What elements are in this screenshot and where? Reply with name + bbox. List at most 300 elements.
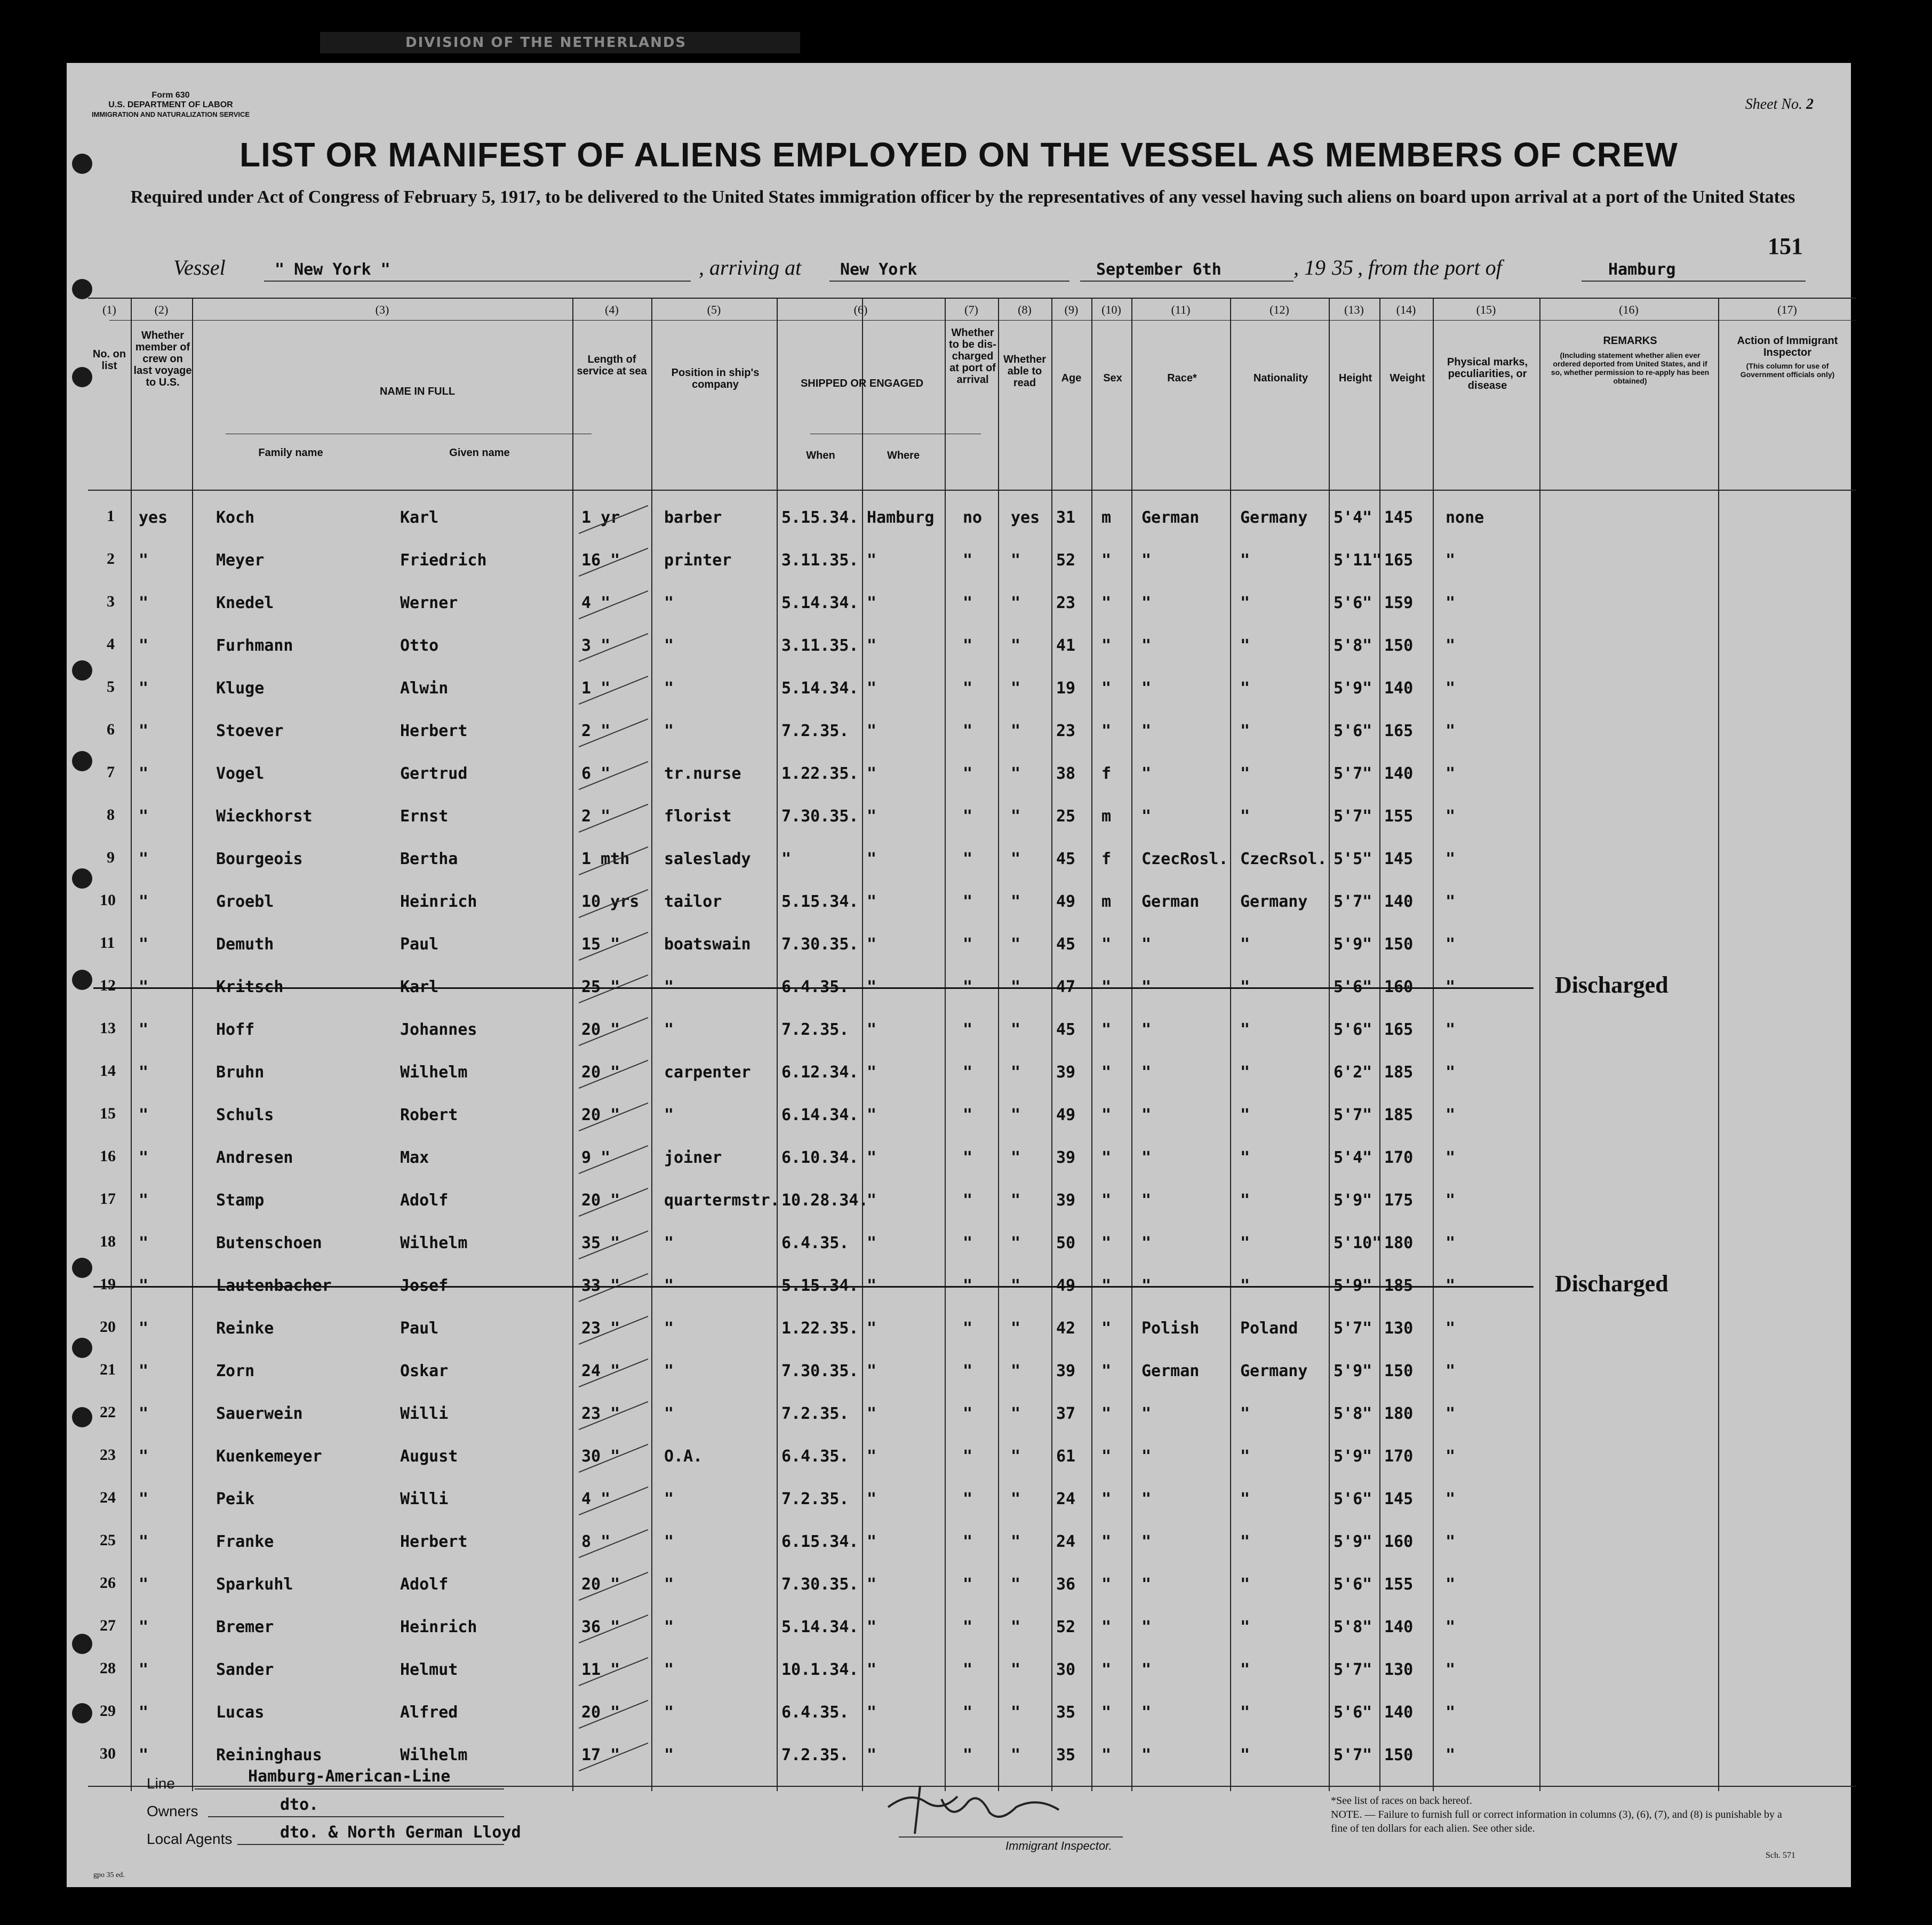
height-cell: 5'9" xyxy=(1334,1532,1372,1551)
sex-cell: " xyxy=(1101,1532,1112,1551)
age-cell: 19 xyxy=(1056,679,1076,698)
member-cell: " xyxy=(139,1319,149,1338)
family-name-cell: Sauerwein xyxy=(216,1404,303,1423)
height-cell: 5'6" xyxy=(1334,978,1372,996)
discharged-cell: " xyxy=(963,1234,973,1252)
when-cell: 10.28.34. xyxy=(781,1191,868,1210)
family-name-cell: Meyer xyxy=(216,551,265,570)
race-cell: " xyxy=(1141,551,1152,570)
column-number: (8) xyxy=(1018,303,1032,316)
weight-cell: 130 xyxy=(1384,1319,1414,1338)
when-cell: 6.12.34. xyxy=(781,1063,859,1082)
sex-cell: " xyxy=(1101,1020,1112,1039)
strike-line xyxy=(93,987,1534,989)
where-cell: " xyxy=(867,1447,877,1466)
discharged-cell: " xyxy=(963,1447,973,1466)
binder-hole xyxy=(72,1407,92,1427)
arriving-port: New York xyxy=(840,260,917,279)
weight-cell: 180 xyxy=(1384,1404,1414,1423)
sex-cell: " xyxy=(1101,1191,1112,1210)
discharged-cell: " xyxy=(963,1490,973,1508)
sheet-number xyxy=(1745,96,1814,113)
given-name-cell: Herbert xyxy=(400,1532,468,1551)
discharged-cell: " xyxy=(963,1148,973,1167)
discharged-cell: " xyxy=(963,1020,973,1039)
read-cell: " xyxy=(1011,1020,1021,1039)
length-cell: 4 " xyxy=(581,594,611,612)
physical-cell: " xyxy=(1446,1148,1456,1167)
member-cell: " xyxy=(139,1234,149,1252)
age-cell: 39 xyxy=(1056,1063,1076,1082)
read-cell: " xyxy=(1011,1490,1021,1508)
nationality-cell: " xyxy=(1240,1575,1250,1594)
given-name-cell: Robert xyxy=(400,1106,458,1124)
family-name-cell: Sander xyxy=(216,1660,274,1679)
nationality-cell: " xyxy=(1240,1106,1250,1124)
physical-cell: " xyxy=(1446,722,1456,740)
height-cell: 5'9" xyxy=(1334,679,1372,698)
age-cell: 31 xyxy=(1056,508,1076,527)
age-cell: 49 xyxy=(1056,892,1076,911)
weight-cell: 140 xyxy=(1384,1703,1414,1722)
physical-cell: " xyxy=(1446,850,1456,868)
height-cell: 5'4" xyxy=(1334,1148,1372,1167)
read-cell: " xyxy=(1011,1404,1021,1423)
table-row xyxy=(88,796,1856,839)
physical-cell: " xyxy=(1446,594,1456,612)
given-name-cell: Helmut xyxy=(400,1660,458,1679)
physical-cell: " xyxy=(1446,1490,1456,1508)
table-row xyxy=(88,1010,1856,1052)
binder-hole xyxy=(72,367,92,387)
nationality-cell: CzecRsol. xyxy=(1240,850,1327,868)
where-cell: " xyxy=(867,807,877,826)
when-cell: 7.30.35. xyxy=(781,1575,859,1594)
where-cell: " xyxy=(867,1276,877,1295)
discharged-cell: " xyxy=(963,1106,973,1124)
when-cell: 6.15.34. xyxy=(781,1532,859,1551)
inspector-signature xyxy=(877,1775,1144,1839)
length-cell: 2 " xyxy=(581,807,611,826)
weight-cell: 185 xyxy=(1384,1063,1414,1082)
weight-cell: 140 xyxy=(1384,892,1414,911)
binder-hole xyxy=(72,970,92,990)
row-number: 7 xyxy=(107,763,115,781)
position-cell: florist xyxy=(664,807,732,826)
height-cell: 6'2" xyxy=(1334,1063,1372,1082)
row-number: 3 xyxy=(107,593,115,610)
where-cell: " xyxy=(867,1319,877,1338)
physical-cell: " xyxy=(1446,1362,1456,1380)
header-family: Family name xyxy=(258,447,323,459)
sex-cell: " xyxy=(1101,1404,1112,1423)
table-row xyxy=(88,1138,1856,1180)
weight-cell: 185 xyxy=(1384,1106,1414,1124)
position-cell: " xyxy=(664,679,674,698)
discharged-cell: " xyxy=(963,1532,973,1551)
height-cell: 5'7" xyxy=(1334,807,1372,826)
race-cell: " xyxy=(1141,1276,1152,1295)
binder-hole xyxy=(72,1258,92,1278)
discharged-cell: " xyxy=(963,1276,973,1295)
member-cell: " xyxy=(139,594,149,612)
sex-cell: " xyxy=(1101,1148,1112,1167)
sex-cell: " xyxy=(1101,1575,1112,1594)
race-cell: CzecRosl. xyxy=(1141,850,1228,868)
header-position: Position in ship's company xyxy=(671,367,760,390)
given-name-cell: Alwin xyxy=(400,679,449,698)
binder-hole xyxy=(72,660,92,681)
where-cell: " xyxy=(867,722,877,740)
age-cell: 52 xyxy=(1056,551,1076,570)
age-cell: 25 xyxy=(1056,807,1076,826)
when-cell: 7.2.35. xyxy=(781,722,849,740)
column-number: (9) xyxy=(1064,303,1079,316)
family-name-cell: Koch xyxy=(216,508,255,527)
table-row xyxy=(88,1607,1856,1650)
position-cell: " xyxy=(664,1532,674,1551)
age-cell: 52 xyxy=(1056,1618,1076,1636)
given-name-cell: Willi xyxy=(400,1404,449,1423)
sex-cell: " xyxy=(1101,551,1112,570)
when-cell: 7.2.35. xyxy=(781,1490,849,1508)
age-cell: 24 xyxy=(1056,1490,1076,1508)
length-cell: 20 " xyxy=(581,1106,620,1124)
race-cell: " xyxy=(1141,594,1152,612)
row-number: 24 xyxy=(100,1489,116,1506)
row-number: 20 xyxy=(100,1318,116,1336)
race-cell: " xyxy=(1141,1703,1152,1722)
discharged-cell: " xyxy=(963,1362,973,1380)
position-cell: " xyxy=(664,1106,674,1124)
when-cell: 3.11.35. xyxy=(781,551,859,570)
row-number: 4 xyxy=(107,635,115,653)
sex-cell: " xyxy=(1101,1276,1112,1295)
member-cell: " xyxy=(139,1106,149,1124)
race-cell: " xyxy=(1141,636,1152,655)
column-number: (5) xyxy=(707,303,721,316)
length-cell: 15 " xyxy=(581,935,620,954)
family-name-cell: Hoff xyxy=(216,1020,255,1039)
header-remarks-note: (Including statement whether alien ever ordered deported from United States, and if so, whether permission to re-apply has been obtained) xyxy=(1551,351,1710,385)
read-cell: " xyxy=(1011,636,1021,655)
column-number: (15) xyxy=(1476,303,1496,316)
discharged-cell: " xyxy=(963,679,973,698)
age-cell: 49 xyxy=(1056,1276,1076,1295)
nationality-cell: " xyxy=(1240,594,1250,612)
given-name-cell: Wilhelm xyxy=(400,1234,468,1252)
table-row xyxy=(88,1394,1856,1436)
where-cell: " xyxy=(867,1063,877,1082)
table-row xyxy=(88,1052,1856,1095)
family-name-cell: Lucas xyxy=(216,1703,265,1722)
when-cell: " xyxy=(781,850,792,868)
sex-cell: " xyxy=(1101,1618,1112,1636)
nationality-cell: Germany xyxy=(1240,892,1308,911)
member-cell: " xyxy=(139,1404,149,1423)
discharged-cell: " xyxy=(963,1660,973,1679)
where-cell: " xyxy=(867,1191,877,1210)
member-cell: " xyxy=(139,1703,149,1722)
height-cell: 5'7" xyxy=(1334,1746,1372,1764)
arrival-year: 35 xyxy=(1332,255,1353,279)
physical-cell: " xyxy=(1446,1575,1456,1594)
footer-agents-label: Local Agents xyxy=(147,1831,233,1847)
weight-cell: 145 xyxy=(1384,850,1414,868)
age-cell: 45 xyxy=(1056,1020,1076,1039)
row-number: 21 xyxy=(100,1361,116,1378)
header-physical: Physical marks, peculiarities, or disease xyxy=(1447,356,1528,392)
position-cell: " xyxy=(664,722,674,740)
where-cell: " xyxy=(867,1490,877,1508)
physical-cell: " xyxy=(1446,807,1456,826)
page-number: 151 xyxy=(1768,233,1803,259)
sex-cell: " xyxy=(1101,1362,1112,1380)
position-cell: " xyxy=(664,1490,674,1508)
race-cell: " xyxy=(1141,978,1152,996)
header-given: Given name xyxy=(449,447,510,459)
nationality-cell: " xyxy=(1240,807,1250,826)
table-row xyxy=(88,1180,1856,1223)
when-cell: 5.14.34. xyxy=(781,594,859,612)
member-cell: " xyxy=(139,764,149,783)
discharged-cell: " xyxy=(963,636,973,655)
family-name-cell: Groebl xyxy=(216,892,274,911)
weight-cell: 150 xyxy=(1384,1746,1414,1764)
header-nationality: Nationality xyxy=(1253,372,1308,384)
row-number: 6 xyxy=(107,721,115,738)
binder-hole xyxy=(72,1338,92,1358)
age-cell: 37 xyxy=(1056,1404,1076,1423)
physical-cell: none xyxy=(1446,508,1484,527)
given-name-cell: Werner xyxy=(400,594,458,612)
row-number: 25 xyxy=(100,1531,116,1549)
header-member: Whether member of crew on last voyage to U.S. xyxy=(133,330,192,388)
nationality-cell: " xyxy=(1240,935,1250,954)
column-number: (12) xyxy=(1270,303,1289,316)
physical-cell: " xyxy=(1446,1532,1456,1551)
discharged-cell: " xyxy=(963,978,973,996)
given-name-cell: Heinrich xyxy=(400,892,477,911)
age-cell: 30 xyxy=(1056,1660,1076,1679)
position-cell: " xyxy=(664,1660,674,1679)
weight-cell: 159 xyxy=(1384,594,1414,612)
when-cell: 5.15.34. xyxy=(781,892,859,911)
race-cell: " xyxy=(1141,1148,1152,1167)
vessel-name: " New York " xyxy=(275,260,390,279)
age-cell: 38 xyxy=(1056,764,1076,783)
position-cell: barber xyxy=(664,508,722,527)
length-cell: 17 " xyxy=(581,1746,620,1764)
sex-cell: " xyxy=(1101,1234,1112,1252)
position-cell: boatswain xyxy=(664,935,751,954)
header-sex: Sex xyxy=(1103,372,1122,384)
height-cell: 5'7" xyxy=(1334,1660,1372,1679)
race-cell: " xyxy=(1141,935,1152,954)
length-cell: 2 " xyxy=(581,722,611,740)
length-cell: 24 " xyxy=(581,1362,620,1380)
read-cell: " xyxy=(1011,679,1021,698)
age-cell: 50 xyxy=(1056,1234,1076,1252)
age-cell: 24 xyxy=(1056,1532,1076,1551)
arriving-label: , arriving at xyxy=(699,255,802,279)
remarks-cell: Discharged xyxy=(1555,972,1668,998)
from-port: Hamburg xyxy=(1608,260,1676,279)
manifest-sheet xyxy=(67,63,1851,1887)
position-cell: " xyxy=(664,1276,674,1295)
header-length: Length of service at sea xyxy=(577,354,647,377)
header-action-note: (This column for use of Government officials only) xyxy=(1740,362,1835,379)
weight-cell: 150 xyxy=(1384,935,1414,954)
column-number: (13) xyxy=(1344,303,1364,316)
height-cell: 5'9" xyxy=(1334,1191,1372,1210)
sex-cell: " xyxy=(1101,1746,1112,1764)
member-cell: " xyxy=(139,1063,149,1082)
nationality-cell: " xyxy=(1240,1447,1250,1466)
discharged-cell: " xyxy=(963,850,973,868)
footer-line: Hamburg-American-Line xyxy=(248,1767,451,1786)
family-name-cell: Bourgeois xyxy=(216,850,303,868)
height-cell: 5'9" xyxy=(1334,1276,1372,1295)
given-name-cell: Paul xyxy=(400,935,439,954)
row-number: 15 xyxy=(100,1105,116,1122)
read-cell: " xyxy=(1011,850,1021,868)
member-cell: " xyxy=(139,850,149,868)
when-cell: 10.1.34. xyxy=(781,1660,859,1679)
length-cell: 35 " xyxy=(581,1234,620,1252)
physical-cell: " xyxy=(1446,1191,1456,1210)
penalty-note: NOTE. — Failure to furnish full or correct information in columns (3), (6), (7), and (8) is punishable by a fine of ten dollars for each alien. See other side. xyxy=(1331,1809,1782,1834)
when-cell: 6.4.35. xyxy=(781,1703,849,1722)
family-name-cell: Furhmann xyxy=(216,636,293,655)
read-cell: " xyxy=(1011,551,1021,570)
age-cell: 49 xyxy=(1056,1106,1076,1124)
header-shipped: SHIPPED OR ENGAGED xyxy=(800,378,924,389)
height-cell: 5'7" xyxy=(1334,892,1372,911)
height-cell: 5'7" xyxy=(1334,764,1372,783)
family-name-cell: Bruhn xyxy=(216,1063,265,1082)
when-cell: 5.15.34. xyxy=(781,508,859,527)
position-cell: " xyxy=(664,1575,674,1594)
age-cell: 39 xyxy=(1056,1148,1076,1167)
sex-cell: " xyxy=(1101,978,1112,996)
length-cell: 20 " xyxy=(581,1063,620,1082)
column-number: (17) xyxy=(1777,303,1797,316)
position-cell: " xyxy=(664,1703,674,1722)
family-name-cell: Kritsch xyxy=(216,978,284,996)
length-cell: 8 " xyxy=(581,1532,611,1551)
length-cell: 20 " xyxy=(581,1575,620,1594)
given-name-cell: Ernst xyxy=(400,807,449,826)
discharged-cell: " xyxy=(963,1703,973,1722)
table-row xyxy=(88,839,1856,882)
table-row xyxy=(88,924,1856,967)
discharged-cell: " xyxy=(963,892,973,911)
sex-cell: " xyxy=(1101,1063,1112,1082)
header-remarks: REMARKS xyxy=(1603,335,1657,347)
family-name-cell: Wieckhorst xyxy=(216,807,313,826)
where-cell: " xyxy=(867,1362,877,1380)
where-cell: " xyxy=(867,1106,877,1124)
sex-cell: f xyxy=(1101,764,1112,783)
nationality-cell: " xyxy=(1240,764,1250,783)
row-number: 28 xyxy=(100,1659,116,1677)
member-cell: yes xyxy=(139,508,168,527)
table-row xyxy=(88,1436,1856,1479)
position-cell: " xyxy=(664,978,674,996)
position-cell: " xyxy=(664,1404,674,1423)
nationality-cell: " xyxy=(1240,636,1250,655)
given-name-cell: Karl xyxy=(400,978,439,996)
length-cell: 6 " xyxy=(581,764,611,783)
length-cell: 1 yr xyxy=(581,508,620,527)
where-cell: " xyxy=(867,978,877,996)
sex-cell: " xyxy=(1101,1660,1112,1679)
physical-cell: " xyxy=(1446,551,1456,570)
nationality-cell: " xyxy=(1240,1234,1250,1252)
age-cell: 23 xyxy=(1056,722,1076,740)
weight-cell: 170 xyxy=(1384,1447,1414,1466)
read-cell: " xyxy=(1011,1191,1021,1210)
where-cell: " xyxy=(867,1660,877,1679)
position-cell: printer xyxy=(664,551,732,570)
height-cell: 5'6" xyxy=(1334,722,1372,740)
height-cell: 5'4" xyxy=(1334,508,1372,527)
read-cell: " xyxy=(1011,1532,1021,1551)
member-cell: " xyxy=(139,1447,149,1466)
read-cell: " xyxy=(1011,935,1021,954)
read-cell: " xyxy=(1011,764,1021,783)
family-name-cell: Demuth xyxy=(216,935,274,954)
weight-cell: 150 xyxy=(1384,1362,1414,1380)
discharged-cell: " xyxy=(963,1575,973,1594)
physical-cell: " xyxy=(1446,1404,1456,1423)
discharged-cell: " xyxy=(963,935,973,954)
table-row xyxy=(88,1479,1856,1522)
length-cell: 20 " xyxy=(581,1191,620,1210)
height-cell: 5'7" xyxy=(1334,1106,1372,1124)
column-number: (2) xyxy=(154,303,169,316)
read-cell: " xyxy=(1011,1575,1021,1594)
length-cell: 3 " xyxy=(581,636,611,655)
sex-cell: " xyxy=(1101,1319,1112,1338)
physical-cell: " xyxy=(1446,1063,1456,1082)
row-number: 5 xyxy=(107,678,115,696)
read-cell: " xyxy=(1011,1148,1021,1167)
form-number: Form 630 xyxy=(151,91,190,100)
table-row xyxy=(88,498,1856,540)
when-cell: 5.14.34. xyxy=(781,1618,859,1636)
sex-cell: " xyxy=(1101,1703,1112,1722)
length-cell: 30 " xyxy=(581,1447,620,1466)
sex-cell: " xyxy=(1101,1447,1112,1466)
when-cell: 5.15.34. xyxy=(781,1276,859,1295)
table-row xyxy=(88,540,1856,583)
discharged-cell: " xyxy=(963,1404,973,1423)
family-name-cell: Schuls xyxy=(216,1106,274,1124)
physical-cell: " xyxy=(1446,679,1456,698)
when-cell: 7.30.35. xyxy=(781,1362,859,1380)
discharged-cell: no xyxy=(963,508,983,527)
discharged-cell: " xyxy=(963,1063,973,1082)
row-number: 26 xyxy=(100,1574,116,1592)
header-weight: Weight xyxy=(1390,372,1425,384)
position-cell: joiner xyxy=(664,1148,722,1167)
member-cell: " xyxy=(139,1490,149,1508)
discharged-cell: " xyxy=(963,1319,973,1338)
where-cell: " xyxy=(867,764,877,783)
schedule-number: Sch. 571 xyxy=(1766,1851,1795,1860)
